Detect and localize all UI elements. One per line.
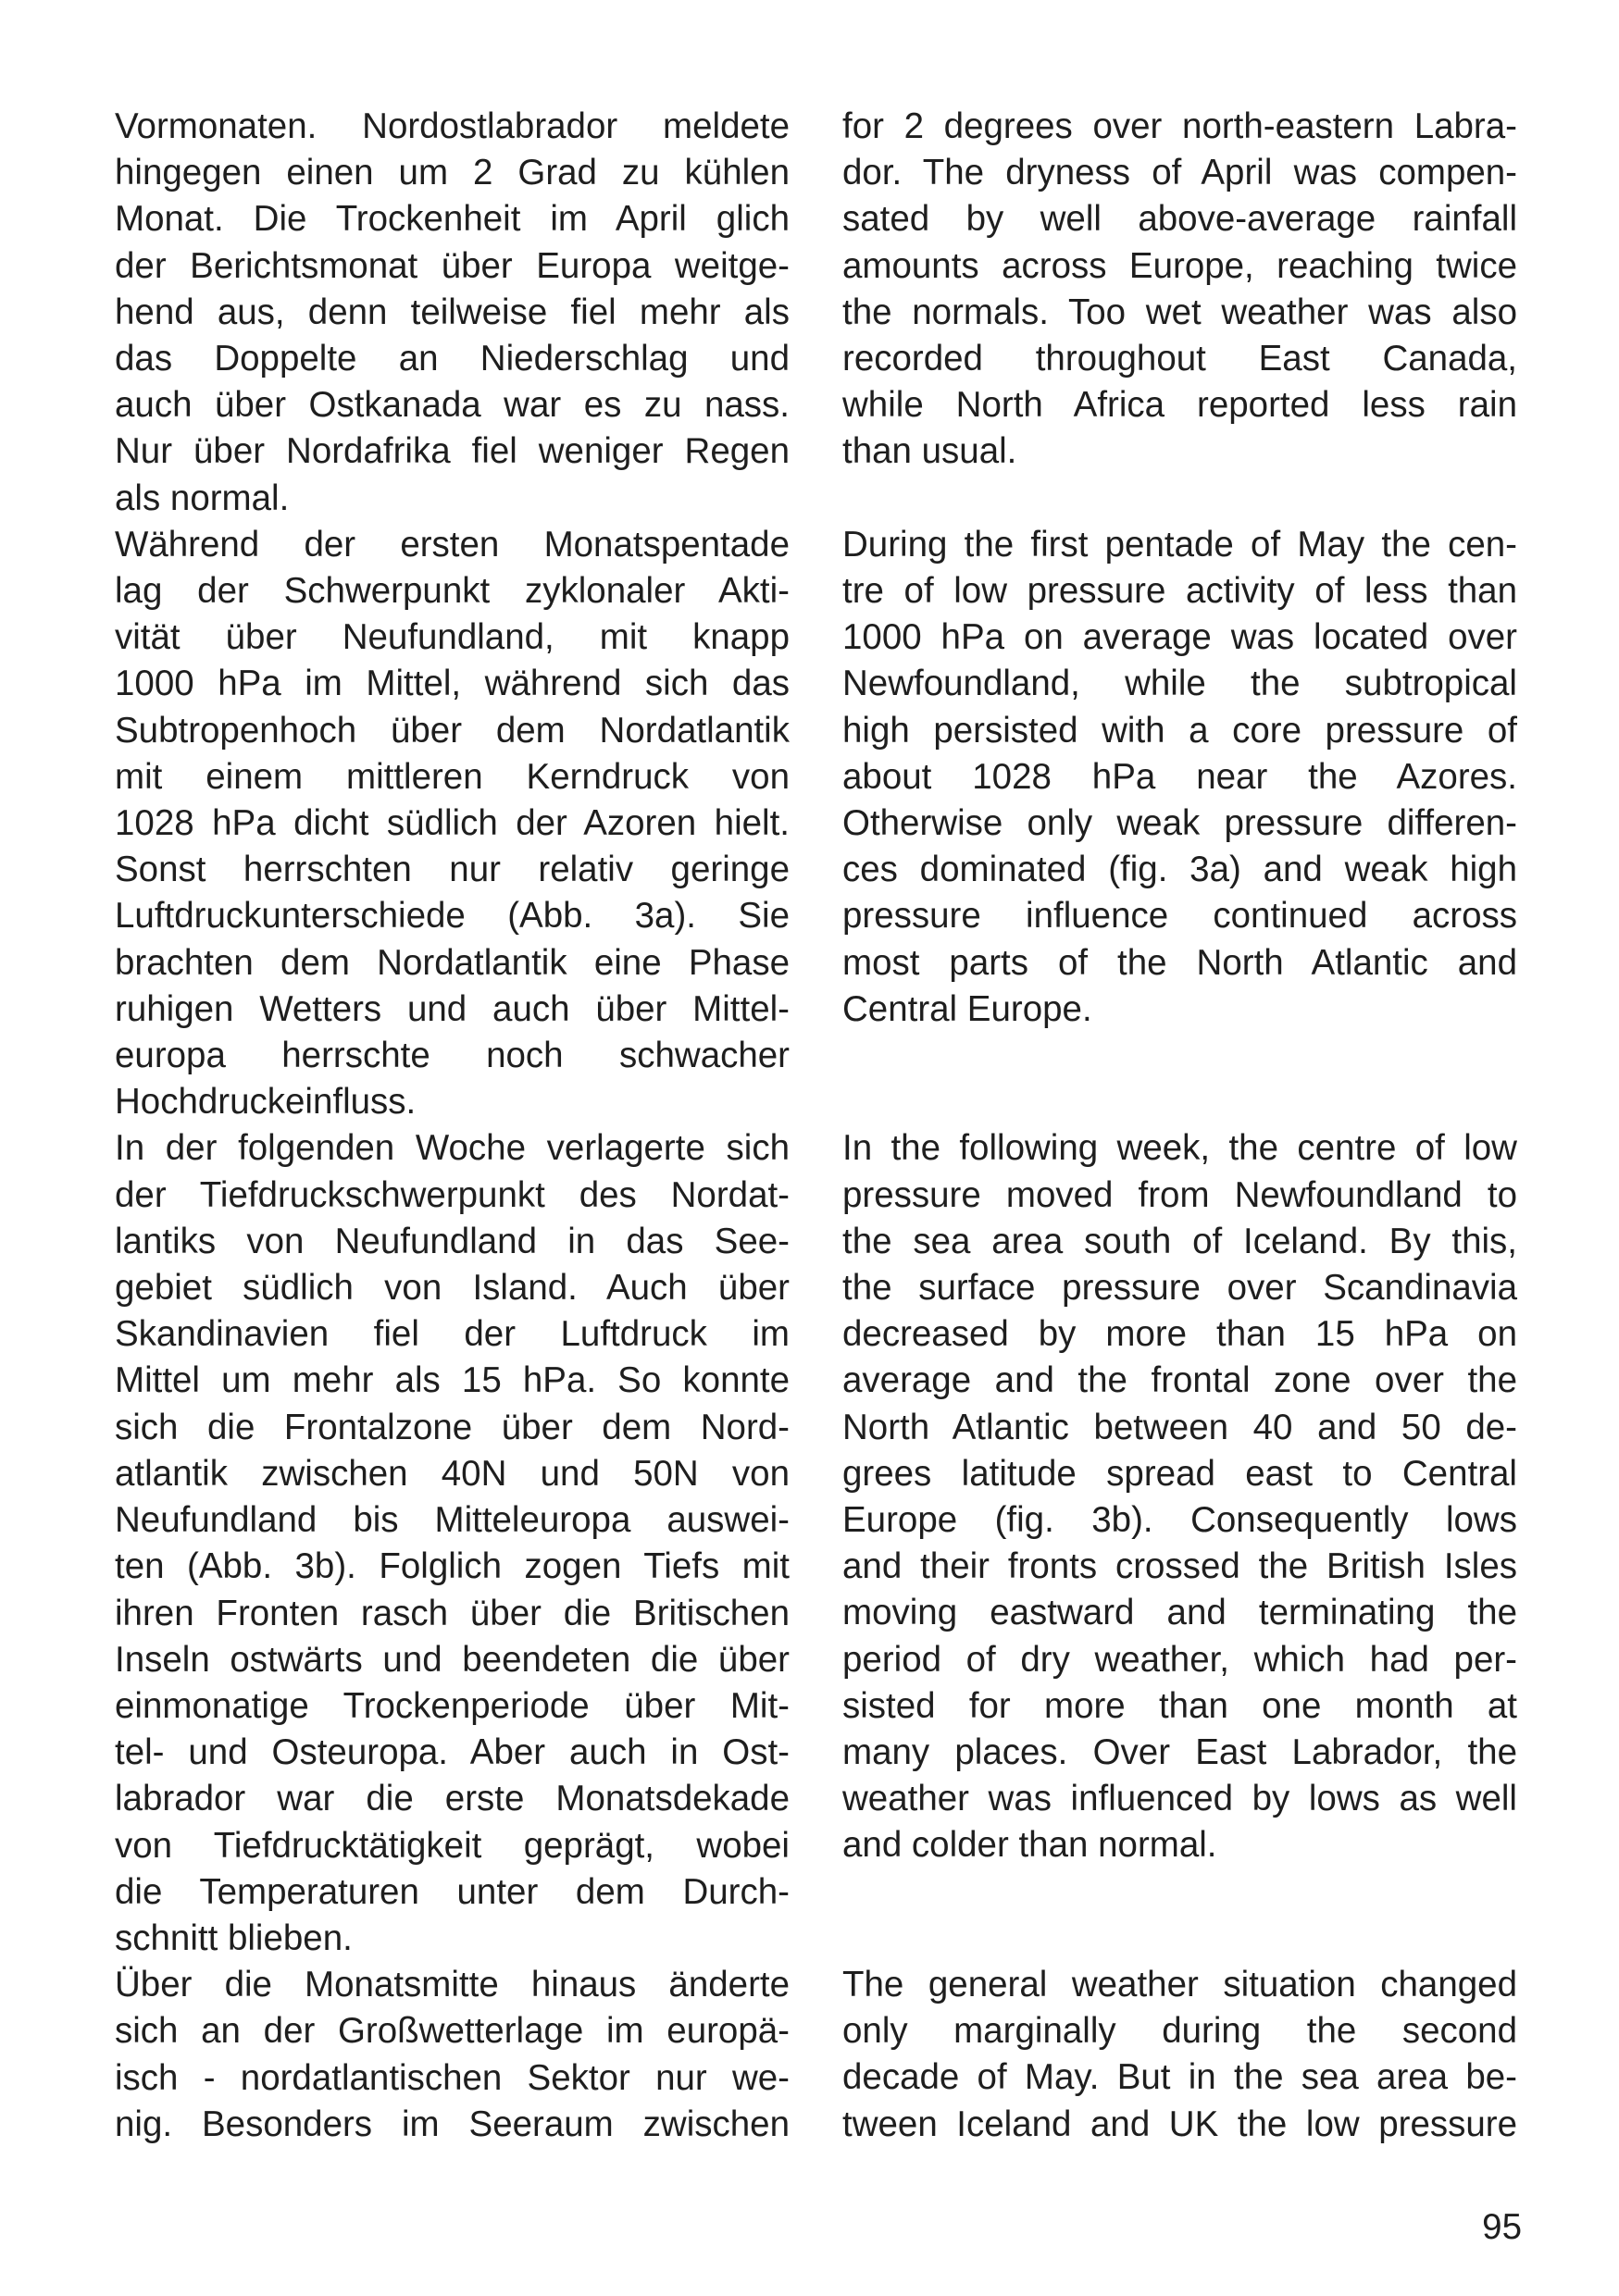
text-line: pressure influence continued across	[842, 896, 1517, 937]
text-line: period of dry weather, which had per-	[842, 1639, 1517, 1680]
text-line: atlantik zwischen 40N und 50N von	[115, 1453, 790, 1494]
text-line: tween Iceland and UK the low pressure	[842, 2104, 1517, 2144]
text-line: ruhigen Wetters und auch über Mittel-	[115, 988, 790, 1029]
text-line: Skandinavien fiel der Luftdruck im	[115, 1314, 790, 1355]
text-line: gebiet südlich von Island. Auch über	[115, 1268, 790, 1309]
text-line: mit einem mittleren Kerndruck von	[115, 756, 790, 797]
text-line: der Berichtsmonat über Europa weitge-	[115, 245, 790, 286]
text-line: most parts of the North Atlantic and	[842, 942, 1517, 983]
text-line: grees latitude spread east to Central	[842, 1453, 1517, 1494]
text-line: Vormonaten. Nordostlabrador meldete	[115, 106, 790, 146]
text-line: and colder than normal.	[842, 1825, 1217, 1866]
text-line: nig. Besonders im Seeraum zwischen	[115, 2104, 790, 2144]
text-line: einmonatige Trockenperiode über Mit-	[115, 1685, 790, 1726]
text-line: weather was influenced by lows as well	[842, 1779, 1517, 1819]
text-line: ten (Abb. 3b). Folglich zogen Tiefs mit	[115, 1546, 790, 1587]
text-line: In der folgenden Woche verlagerte sich	[115, 1128, 790, 1169]
text-line: der Tiefdruckschwerpunkt des Nordat-	[115, 1174, 790, 1215]
text-line: ces dominated (fig. 3a) and weak high	[842, 850, 1517, 890]
english-paragraph-2	[842, 522, 1517, 1126]
text-line: Nur über Nordafrika fiel weniger Regen	[115, 431, 790, 472]
text-line: the normals. Too wet weather was also	[842, 292, 1517, 332]
page-number: 95	[1482, 2207, 1522, 2247]
text-line: Central Europe.	[842, 988, 1092, 1029]
text-line: Mittel um mehr als 15 hPa. So konnte	[115, 1360, 790, 1401]
text-line: North Atlantic between 40 and 50 de-	[842, 1407, 1517, 1447]
text-line: high persisted with a core pressure of	[842, 710, 1517, 751]
text-line: decade of May. But in the sea area be-	[842, 2057, 1517, 2098]
text-line: moving eastward and terminating the	[842, 1593, 1517, 1633]
text-line: Luftdruckunterschiede (Abb. 3a). Sie	[115, 896, 790, 937]
text-line: than usual.	[842, 431, 1017, 472]
text-line: amounts across Europe, reaching twice	[842, 245, 1517, 286]
text-line: the sea area south of Iceland. By this,	[842, 1221, 1517, 1261]
text-line: das Doppelte an Niederschlag und	[115, 339, 790, 379]
text-line: schnitt blieben.	[115, 1917, 353, 1958]
english-paragraph-4	[842, 1962, 1517, 2148]
text-line: Monat. Die Trockenheit im April glich	[115, 199, 790, 240]
text-line: sich die Frontalzone über dem Nord-	[115, 1407, 790, 1447]
text-line: Subtropenhoch über dem Nordatlantik	[115, 710, 790, 751]
text-line: Neufundland bis Mitteleuropa auswei-	[115, 1500, 790, 1541]
text-line: tel- und Osteuropa. Aber auch in Ost-	[115, 1732, 790, 1773]
text-line: 1000 hPa on average was located over	[842, 617, 1517, 658]
text-line: 1000 hPa im Mittel, während sich das	[115, 664, 790, 704]
text-line: In the following week, the centre of low	[842, 1128, 1517, 1169]
text-line: pressure moved from Newfoundland to	[842, 1174, 1517, 1215]
text-line: sated by well above-average rainfall	[842, 199, 1517, 240]
text-line: Hochdruckeinfluss.	[115, 1082, 417, 1123]
text-line: only marginally during the second	[842, 2011, 1517, 2052]
text-line: Über die Monatsmitte hinaus änderte	[115, 1965, 790, 2005]
text-line: sisted for more than one month at	[842, 1685, 1517, 1726]
text-line: lag der Schwerpunkt zyklonaler Akti-	[115, 571, 790, 612]
text-line: die Temperaturen unter dem Durch-	[115, 1871, 790, 1912]
text-line: and their fronts crossed the British Isles	[842, 1546, 1517, 1587]
text-line: Während der ersten Monatspentade	[115, 524, 790, 565]
text-line: During the first pentade of May the cen-	[842, 524, 1517, 565]
text-line: The general weather situation changed	[842, 1965, 1517, 2005]
text-line: Europe (fig. 3b). Consequently lows	[842, 1500, 1517, 1541]
english-paragraph-1	[842, 104, 1517, 522]
text-line: Otherwise only weak pressure differen-	[842, 803, 1517, 844]
text-line: hingegen einen um 2 Grad zu kühlen	[115, 153, 790, 193]
text-line: average and the frontal zone over the	[842, 1360, 1517, 1401]
text-line: sich an der Großwetterlage im europä-	[115, 2011, 790, 2052]
english-paragraph-3	[842, 1125, 1517, 1962]
text-line: isch - nordatlantischen Sektor nur we-	[115, 2057, 790, 2098]
text-line: decreased by more than 15 hPa on	[842, 1314, 1517, 1355]
text-line: brachten dem Nordatlantik eine Phase	[115, 942, 790, 983]
text-line: ihren Fronten rasch über die Britischen	[115, 1593, 790, 1633]
text-line: recorded throughout East Canada,	[842, 339, 1517, 379]
english-column	[842, 104, 1517, 2148]
text-line: auch über Ostkanada war es zu nass.	[115, 385, 790, 426]
text-line: vität über Neufundland, mit knapp	[115, 617, 790, 658]
text-line: als normal.	[115, 478, 290, 518]
text-line: hend aus, denn teilweise fiel mehr als	[115, 292, 790, 332]
german-paragraph-4	[115, 1962, 790, 2148]
text-line: while North Africa reported less rain	[842, 385, 1517, 426]
text-line: about 1028 hPa near the Azores.	[842, 756, 1517, 797]
text-line: Inseln ostwärts und beendeten die über	[115, 1639, 790, 1680]
text-line: von Tiefdrucktätigkeit geprägt, wobei	[115, 1825, 790, 1866]
text-line: 1028 hPa dicht südlich der Azoren hielt.	[115, 803, 790, 844]
text-line: labrador war die erste Monatsdekade	[115, 1779, 790, 1819]
text-line: Newfoundland, while the subtropical	[842, 664, 1517, 704]
text-line: Sonst herrschten nur relativ geringe	[115, 850, 790, 890]
text-line: for 2 degrees over north-eastern Labra-	[842, 106, 1517, 146]
german-paragraph-2	[115, 522, 790, 1126]
german-paragraph-1	[115, 104, 790, 522]
text-line: tre of low pressure activity of less than	[842, 571, 1517, 612]
german-paragraph-3	[115, 1125, 790, 1962]
german-column	[115, 104, 790, 2148]
text-line: dor. The dryness of April was compen-	[842, 153, 1517, 193]
text-line: lantiks von Neufundland in das See-	[115, 1221, 790, 1261]
text-line: europa herrschte noch schwacher	[115, 1036, 790, 1076]
text-line: many places. Over East Labrador, the	[842, 1732, 1517, 1773]
text-line: the surface pressure over Scandinavia	[842, 1268, 1517, 1309]
